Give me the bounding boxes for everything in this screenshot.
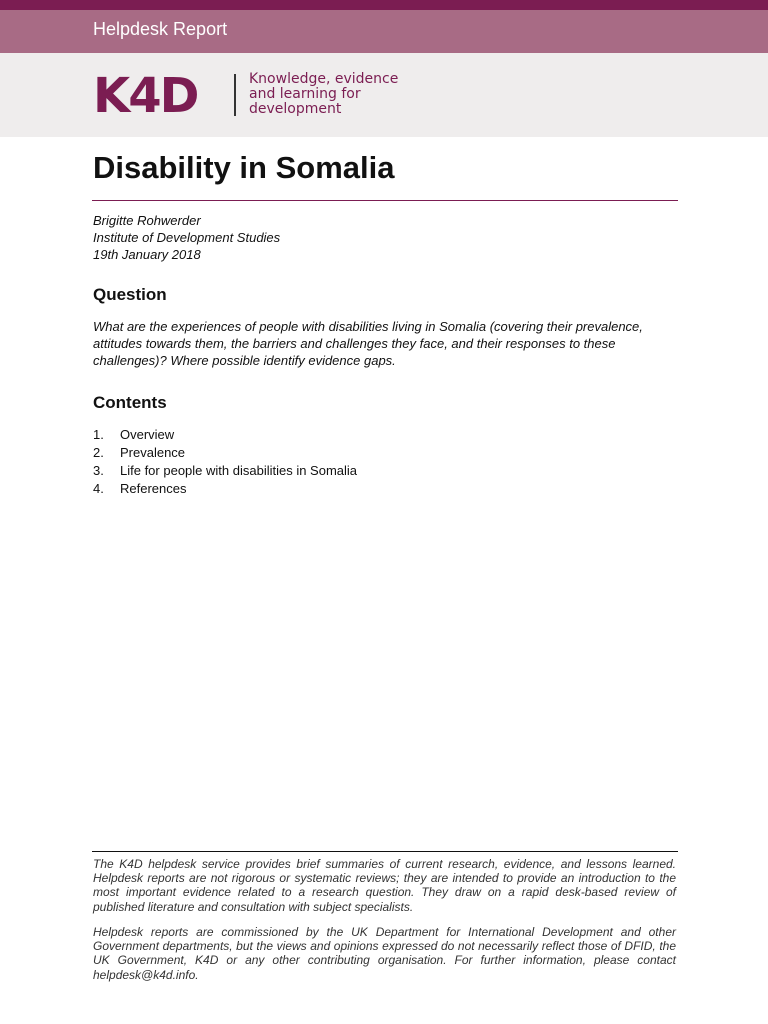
contents-list — [93, 426, 357, 498]
contents-item[interactable] — [93, 444, 357, 462]
question-text: What are the experiences of people with disabilities living in Somalia (covering their prevalence, attitudes towards them, the barriers and challenges they face, and their responses to these challenges)? Where possible identify evidence gaps. — [93, 319, 643, 368]
author-name: Brigitte Rohwerder — [93, 213, 201, 228]
contents-item-number: 3. — [93, 463, 104, 478]
contents-item-label: Prevalence — [120, 445, 186, 460]
logo-tagline — [249, 72, 398, 117]
report-type-label: Helpdesk Report — [93, 19, 228, 39]
k4d-logo: K4D — [93, 68, 198, 124]
footer-commissioning-note: Helpdesk reports are commissioned by the UK Department for International Development and other Government departments, but the views and opinions expressed do not necessarily reflect those of DFID, the UK Government, K4D or any other contributing organisation. For further information, please contact helpdesk@k4d.info. — [93, 925, 676, 982]
footer-disclaimer: The K4D helpdesk service provides brief summaries of current research, evidence, and lessons learned. Helpdesk reports are not rigorous or systematic reviews; they are intended to provide an introduction to the most important evidence related to a research question. They draw on a rapid desk-based review of published literature and consultation with subject specialists. — [93, 857, 676, 914]
logo-tagline-line: Knowledge, evidence — [249, 71, 399, 87]
document-meta — [93, 212, 280, 263]
logo-tagline-line: and learning for — [249, 86, 361, 102]
contents-item[interactable] — [93, 426, 357, 444]
title-divider — [92, 200, 678, 201]
header-top-strip — [0, 0, 768, 10]
publication-date: 19th January 2018 — [93, 247, 201, 262]
footer-divider — [92, 851, 678, 852]
contents-item-label: Overview — [120, 427, 175, 442]
question-heading: Question — [93, 285, 167, 304]
contents-item-number: 2. — [93, 445, 104, 460]
logo-tagline-line: development — [249, 101, 342, 117]
contents-heading: Contents — [93, 393, 167, 412]
institution-name: Institute of Development Studies — [93, 230, 281, 245]
contents-item-number: 1. — [93, 427, 104, 442]
logo-divider — [234, 74, 236, 116]
document-title: Disability in Somalia — [93, 150, 395, 185]
contents-item[interactable] — [93, 462, 357, 480]
contents-item-label: References — [120, 481, 187, 496]
contents-item-label: Life for people with disabilities in Somalia — [120, 463, 358, 478]
contents-item[interactable] — [93, 480, 357, 498]
contents-item-number: 4. — [93, 481, 104, 496]
